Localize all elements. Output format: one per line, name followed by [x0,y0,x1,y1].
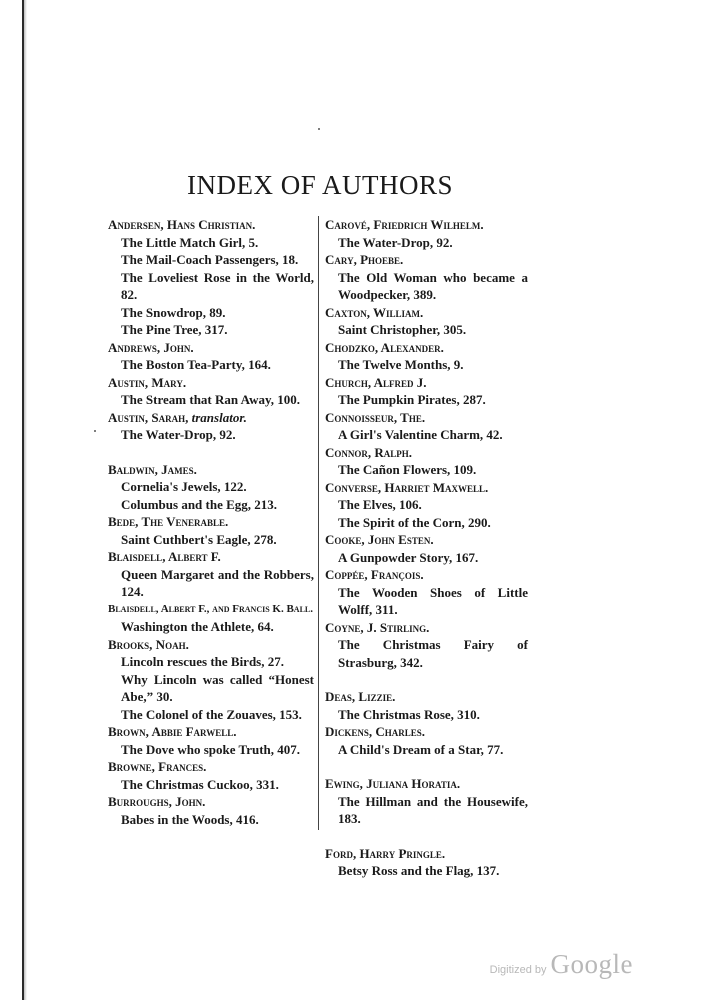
work-title: The Loveliest Rose in the World, 82. [121,269,314,302]
author-name [325,566,528,584]
section-gap [325,671,528,688]
author-name-text: Converse, Harriet Maxwell. [325,479,489,495]
work-title: A Child's Dream of a Star, 77. [338,741,504,757]
work-title: Betsy Ross and the Flag, 137. [338,863,500,878]
section-gap [325,828,528,845]
author-name-text: Ewing, Juliana Horatia. [325,776,461,791]
work-title: Saint Cuthbert's Eagle, 278. [121,531,277,547]
author-name-text: Browne, Frances. [108,759,207,774]
author-name [108,793,314,811]
watermark-prefix: Digitized by [489,964,547,976]
author-name-text: Caxton, William. [325,304,424,320]
work-title: The Water-Drop, 92. [338,234,453,250]
work-title: The Spirit of the Corn, 290. [338,514,491,530]
author-name-text: Austin, Sarah, [108,409,189,425]
index-entry [108,461,314,514]
index-entry [325,374,528,409]
author-name [325,531,528,549]
index-entry [108,723,314,758]
work-title: The Old Woman who became a Woodpecker, 389. [338,269,528,302]
author-name-text: Deas, Lizzie. [325,689,396,704]
index-column-left [108,216,314,828]
author-name [325,479,528,497]
author-name [325,374,528,392]
author-name-text: Baldwin, James. [108,461,197,477]
work-title: The Christmas Rose, 310. [338,706,480,722]
author-name [325,619,528,637]
author-name [325,216,528,234]
author-name-text: Andrews, John. [108,339,194,355]
work-title: A Girl's Valentine Charm, 42. [338,427,503,442]
work-title: Lincoln rescues the Birds, 27. [121,654,284,669]
index-entry [325,845,528,880]
index-entry [325,304,528,339]
work-title: The Hillman and the Housewife, 183. [338,793,528,826]
index-entry [325,688,528,723]
index-entry [108,601,314,636]
work-title: Queen Margaret and the Robbers, 124. [121,566,314,599]
scan-speck [94,430,96,432]
index-entry [108,374,314,409]
index-entry [108,409,314,444]
work-title: The Twelve Months, 9. [338,357,464,372]
work-title: The Christmas Cuckoo, 331. [121,776,279,792]
page-binding-shadow [24,0,27,1000]
author-name-text: Connoisseur, The. [325,409,426,425]
work-title: Why Lincoln was called “Honest Abe,” 30. [121,671,314,704]
author-role: translator. [191,409,247,425]
author-name-text: Andersen, Hans Christian. [108,217,256,232]
author-name-text: Coppée, François. [325,567,424,582]
author-name [325,688,528,706]
index-entry [325,775,528,828]
author-name-text: Connor, Ralph. [325,444,413,460]
author-name-text: Brown, Abbie Farwell. [108,724,237,739]
work-title: The Christmas Fairy of Strasburg, 342. [338,637,528,670]
work-title: The Boston Tea-Party, 164. [121,357,271,372]
index-entry [108,636,314,724]
author-name [325,251,528,269]
work-title: The Colonel of the Zouaves, 153. [121,706,302,722]
work-title: The Pine Tree, 317. [121,322,228,337]
work-title: The Wooden Shoes of Little Wolff, 311. [338,584,528,617]
index-entry [108,216,314,339]
author-name [108,374,314,392]
index-entry [325,339,528,374]
work-title: The Cañon Flowers, 109. [338,462,477,477]
column-divider [318,216,319,830]
author-name-text: Cooke, John Esten. [325,532,434,547]
work-title: Washington the Athlete, 64. [121,619,274,634]
index-entry [325,409,528,444]
author-name [325,444,528,462]
author-name-text: Austin, Mary. [108,374,187,390]
author-name-text: Blaisdell, Albert F. [108,549,221,564]
work-title: Cornelia's Jewels, 122. [121,479,247,494]
work-title: Columbus and the Egg, 213. [121,496,278,512]
author-name-text: Chodzko, Alexander. [325,339,444,355]
index-entry [325,619,528,672]
work-title: The Elves, 106. [338,497,422,512]
author-name [325,775,528,793]
index-entry [325,531,528,566]
index-entry [325,216,528,251]
work-title: A Gunpowder Story, 167. [338,549,479,565]
work-title: The Dove who spoke Truth, 407. [121,741,301,757]
google-logo: Google [550,949,633,979]
author-name-text: Ford, Harry Pringle. [325,845,446,861]
author-name [108,513,314,531]
index-entry [325,444,528,479]
author-name [325,845,528,863]
author-name [108,723,314,741]
author-name [325,304,528,322]
work-title: The Little Match Girl, 5. [121,234,259,250]
author-name-text: Coyne, J. Stirling. [325,619,430,635]
index-entry [325,723,528,758]
index-entry [108,758,314,793]
author-name-text: Bede, The Venerable. [108,514,229,529]
page-title: INDEX OF AUTHORS [186,170,454,200]
author-name [108,461,314,479]
scan-speck [318,128,320,130]
author-name [325,409,528,427]
author-name [325,339,528,357]
author-name-text: Carové, Friedrich Wilhelm. [325,217,484,232]
author-name-text: Burroughs, John. [108,794,206,809]
work-title: The Snowdrop, 89. [121,304,226,320]
work-title: Saint Christopher, 305. [338,322,467,337]
author-name-text: Blaisdell, Albert F., and Francis K. Ball. [108,602,313,615]
author-name [108,216,314,234]
work-title: Babes in the Woods, 416. [121,811,259,827]
author-name-text: Dickens, Charles. [325,724,426,739]
author-name [325,723,528,741]
author-name [108,548,314,566]
author-name [108,339,314,357]
index-entry [108,793,314,828]
author-name-text: Brooks, Noah. [108,636,189,652]
author-name-text: Cary, Phoebe. [325,252,404,267]
index-column-right [325,216,528,880]
index-entry [108,548,314,601]
author-name [108,601,314,619]
author-name [108,636,314,654]
author-name [108,758,314,776]
section-gap [325,758,528,775]
index-entry [108,339,314,374]
work-title: The Pumpkin Pirates, 287. [338,392,486,407]
index-entry [325,566,528,619]
author-name [108,409,314,427]
author-name-text: Church, Alfred J. [325,374,427,390]
work-title: The Water-Drop, 92. [121,427,236,442]
work-title: The Stream that Ran Away, 100. [121,392,300,407]
digitization-watermark [490,949,633,980]
index-entry [325,251,528,304]
section-gap [108,444,314,461]
work-title: The Mail-Coach Passengers, 18. [121,252,299,267]
index-entry [325,479,528,532]
index-entry [108,513,314,548]
